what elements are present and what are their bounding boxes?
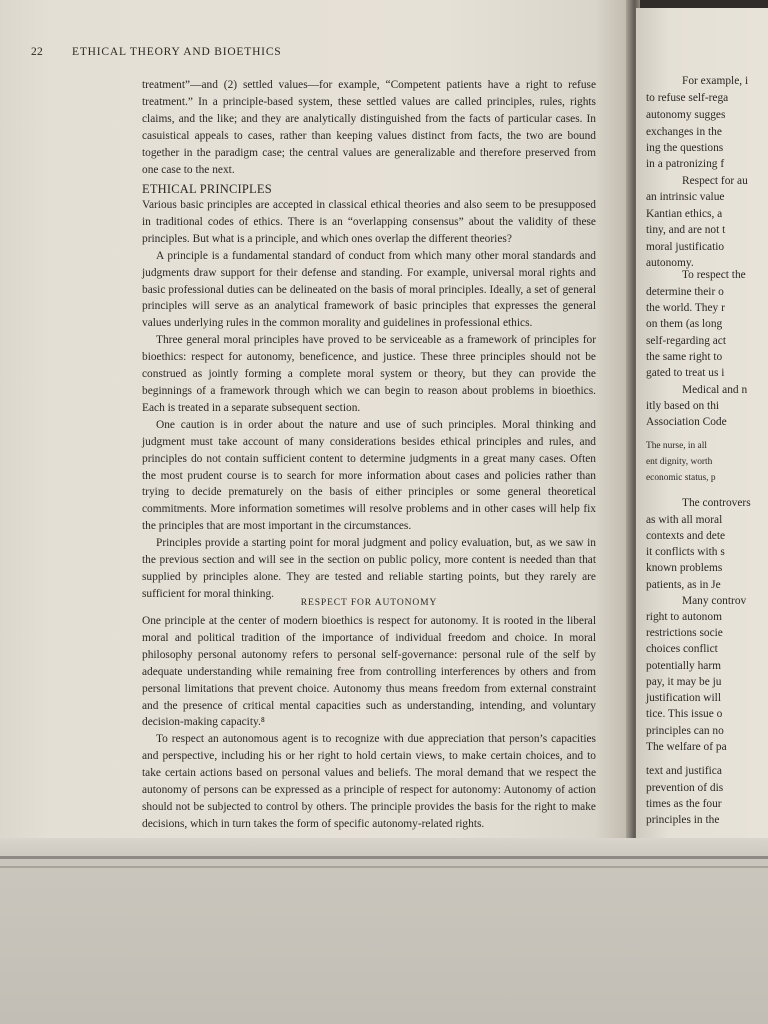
right-page-line: tice. This issue o — [646, 708, 723, 720]
right-page-line: determine their o — [646, 286, 724, 298]
right-page-line: Medical and n — [682, 384, 748, 396]
right-page-line: autonomy. — [646, 257, 694, 269]
right-page-line: justification will — [646, 692, 721, 704]
subsection-heading: RESPECT FOR AUTONOMY — [300, 598, 438, 608]
paragraph: Various basic principles are accepted in classical ethical theories and also seem to be presupposed in traditional codes of ethics. There is an “overlapping consensus” about the validity of these principles. But what is a principle, and which ones overlap the different theories? — [142, 199, 596, 245]
right-page-line: to refuse self-rega — [646, 92, 729, 104]
right-page-line: the same right to — [646, 351, 723, 363]
right-page-line: patients, as in Je — [646, 579, 721, 591]
right-page-line: ent dignity, worth — [646, 457, 713, 467]
right-page-line: autonomy sugges — [646, 109, 726, 121]
paragraph: Three general moral principles have proved to be serviceable as a framework of principles for bioethics: respect for autonomy, beneficence, and justice. These three principles should not be construed as jointly forming a complete moral system or theory, but they can provide the beginnings of a framework through which we can begin to reason about problems in bioethics. Each is treated in a separate subsequent section. — [142, 334, 596, 414]
right-page-line: an intrinsic value — [646, 191, 725, 203]
right-page-line: right to autonom — [646, 611, 722, 623]
right-page-line: Kantian ethics, a — [646, 208, 723, 220]
right-page-line: economic status, p — [646, 473, 716, 483]
right-page-line: moral justificatio — [646, 241, 725, 253]
respect-for-autonomy-text — [142, 613, 596, 833]
right-page-line: it conflicts with s — [646, 546, 725, 558]
right-page-line: gated to treat us i — [646, 367, 725, 379]
right-page-line: To respect the — [682, 269, 746, 281]
right-page-line: choices conflict — [646, 643, 718, 655]
right-page-line: prevention of dis — [646, 782, 724, 794]
right-page-line: principles can no — [646, 725, 724, 737]
right-page-line: ing the questions — [646, 142, 724, 154]
right-page-line: restrictions socie — [646, 627, 723, 639]
right-page-line: pay, it may be ju — [646, 676, 722, 688]
right-page-line: known problems — [646, 562, 723, 574]
ethical-principles-text — [142, 197, 596, 603]
running-head — [31, 46, 281, 58]
right-page-line: potentially harm — [646, 660, 721, 672]
bottom-paper-edge — [0, 838, 768, 1024]
right-page — [636, 8, 768, 846]
right-page-line: as with all moral — [646, 514, 723, 526]
page-number: 22 — [31, 46, 44, 58]
right-page-line: times as the four — [646, 798, 722, 810]
right-page-line: The controvers — [682, 497, 751, 509]
right-page-line: the world. They r — [646, 302, 725, 314]
running-head-title: ETHICAL THEORY AND BIOETHICS — [72, 46, 282, 58]
right-page-line: The welfare of pa — [646, 741, 727, 753]
right-page-line: contexts and dete — [646, 530, 726, 542]
right-page-line: itly based on thi — [646, 400, 720, 412]
right-page-line: For example, i — [682, 75, 749, 87]
paragraph: One principle at the center of modern bioethics is respect for autonomy. It is rooted in the liberal moral and political tradition of the importance of individual freedom and choice. In moral philosophy personal autonomy refers to personal self-governance: personal rule of the self by adequate understanding while remaining free from controlling interferences by others and from personal limitations that prevent choice. Autonomy thus means freedom from external constraint and the presence of critical mental capacities such as understanding, intending, and voluntary decision-making capacity.⁸ — [142, 615, 596, 729]
paragraph: One caution is in order about the nature and use of such principles. Moral thinking and judgment must take account of many considerations besides ethical principles and rules, and principles do not contain sufficient content to determine judgments in a great many cases. Often the most prudent course is to search for more information about cases and policies rather than trying to decide prematurely on the basis of either principles or some general theoretical commitments. More information sometimes will resolve problems and in other cases will help fix the principles that are most important in the circumstances. — [142, 418, 596, 533]
right-page-line: The nurse, in all — [646, 441, 707, 451]
right-page-line: exchanges in the — [646, 126, 722, 138]
right-page-line: Association Code — [646, 416, 727, 428]
right-page-line: text and justifica — [646, 765, 722, 777]
section-heading: ETHICAL PRINCIPLES — [142, 182, 272, 196]
opening-text-block — [142, 77, 596, 178]
right-page-line: self-regarding act — [646, 335, 727, 347]
right-page-line: Respect for au — [682, 175, 748, 187]
right-page-line: in a patronizing f — [646, 158, 725, 170]
right-page-line: Many controv — [682, 595, 747, 607]
right-page-line: on them (as long — [646, 318, 723, 330]
right-page-line: principles in the — [646, 814, 720, 826]
paragraph: To respect an autonomous agent is to recognize with due appreciation that person’s capacities and perspective, including his or her right to hold certain views, to make certain choices, and to take certain actions based on personal values and beliefs. The moral demand that we respect the autonomy of persons can be expressed as a principle of respect for autonomy: Autonomy of action should not be subjected to control by others. The principle provides the basis for the right to make decisions, which in turn takes the form of specific autonomy-related rights. — [142, 733, 596, 830]
paragraph: treatment”—and (2) settled values—for example, “Competent patients have a right to refuse treatment.” In a principle-based system, these settled values are called principles, rules, rights claims, and the like; and they are analytically distinguished from the facts of particular cases. In casuistical appeals to cases, rather than keeping values distinct from facts, the two are bound together in the paradigm case; the central values are generalizable and therefore preserved from one case to the next. — [142, 79, 596, 176]
paragraph: Principles provide a starting point for moral judgment and policy evaluation, but, as we saw in the previous section and will see in the section on public policy, more content is needed than that supplied by principles alone. They are tested and reliable starting points, but they rarely are sufficient for moral thinking. — [142, 537, 596, 600]
right-page-line: tiny, and are not t — [646, 224, 726, 236]
paragraph: A principle is a fundamental standard of conduct from which many other moral standards and judgments draw support for their defense and standing. For example, universal moral rights and basic professional duties can be delineated on the basis of moral principles. Ideally, a set of general principles will serve as an analytical framework of basic principles that expresses the general values underlying rules in the common morality and guidelines in professional ethics. — [142, 249, 596, 330]
